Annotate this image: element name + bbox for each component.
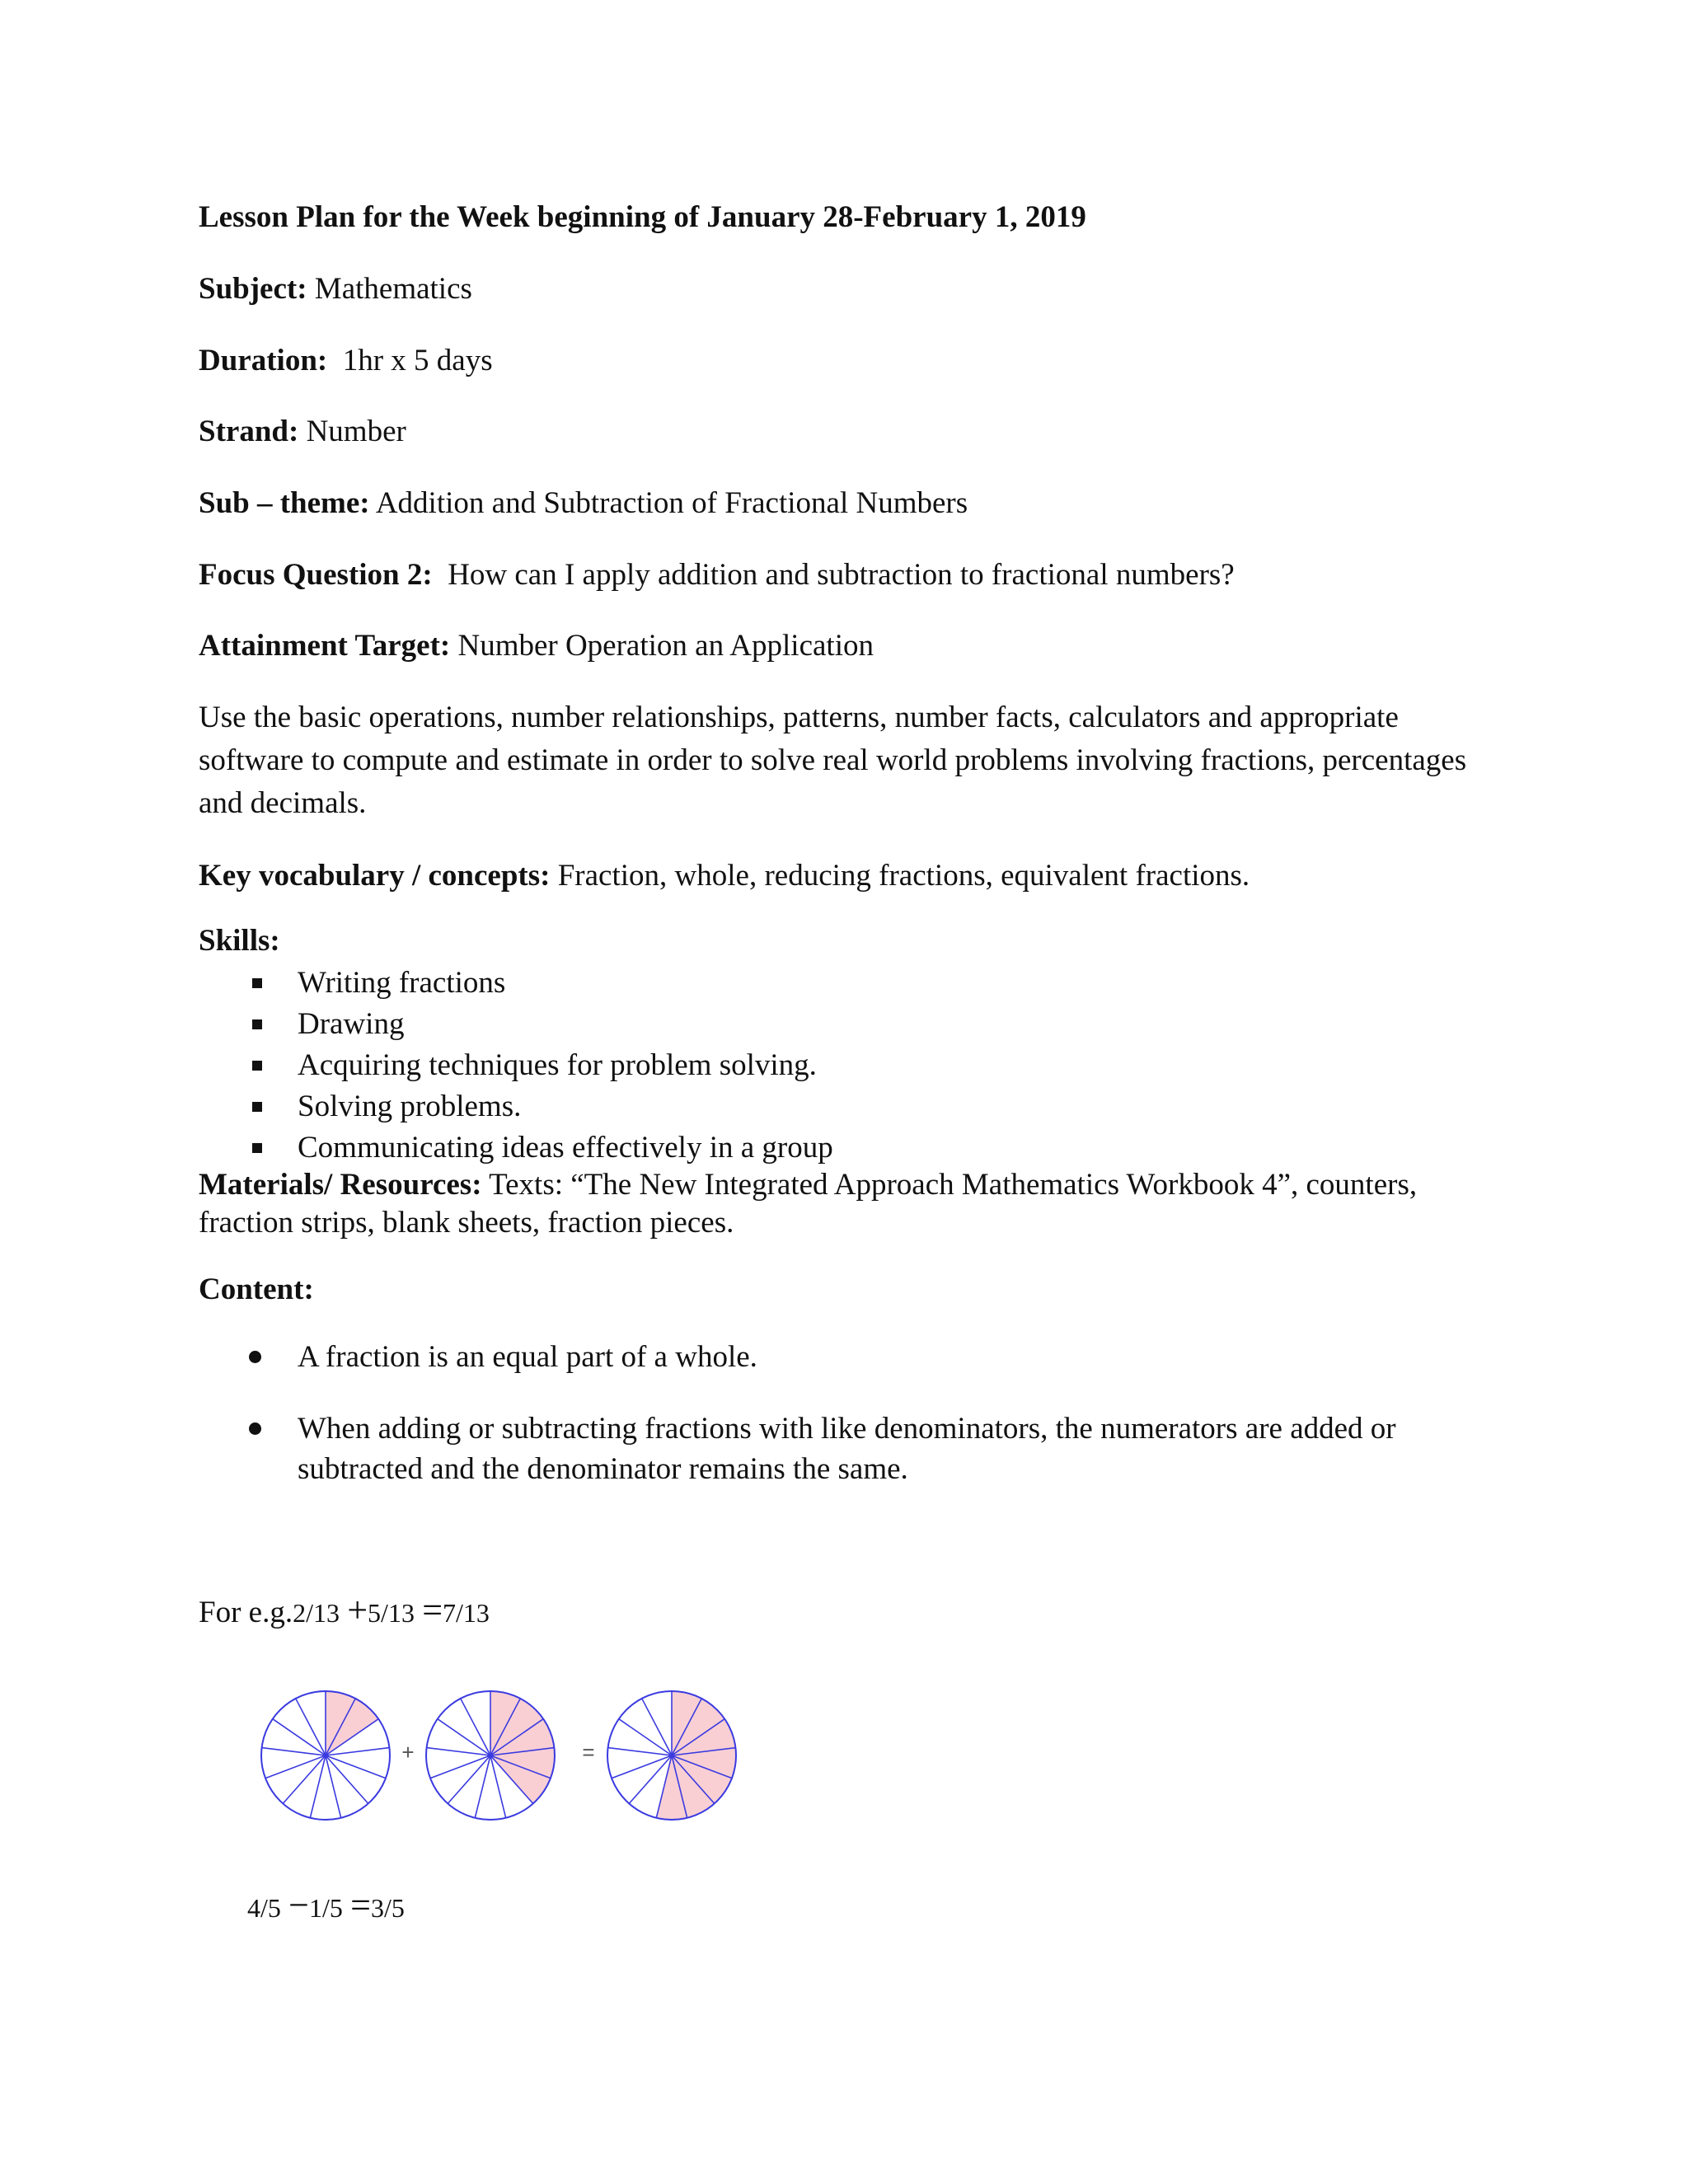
strand-line <box>199 410 406 453</box>
list-item: When adding or subtracting fractions with like denominators, the numerators are added or subtracted and the denominator remains the same. <box>199 1408 1493 1489</box>
strand-value: Number <box>298 415 406 448</box>
materials-label: Materials/ Resources: <box>199 1168 482 1202</box>
fraction-result: 3/5 <box>370 1893 405 1923</box>
lesson-plan-title: Lesson Plan for the Week beginning of January 28-February 1, 2019 <box>199 200 1086 234</box>
fraction-result: 7/13 <box>443 1598 490 1628</box>
segment-divider <box>642 1699 672 1755</box>
segment-divider <box>265 1755 326 1779</box>
segment-divider <box>461 1699 490 1755</box>
list-item: A fraction is an equal part of a whole. <box>199 1337 1493 1377</box>
focus-question-line <box>199 554 1235 597</box>
diagram-equals-sign: = <box>582 1740 595 1765</box>
segment-divider <box>430 1755 490 1779</box>
fraction-a: 4/5 <box>247 1893 281 1923</box>
duration-label: Duration: <box>199 344 328 377</box>
key-vocabulary-label: Key vocabulary / concepts: <box>199 859 551 893</box>
key-vocabulary-line <box>199 855 1250 898</box>
attainment-target-label: Attainment Target: <box>199 629 451 663</box>
focus-question-value: How can I apply addition and subtraction to fractional numbers? <box>432 558 1235 592</box>
list-item: Writing fractions <box>199 963 833 1004</box>
key-vocabulary-value: Fraction, whole, reducing fractions, equivalent fractions. <box>550 859 1250 893</box>
equals-operator: = <box>350 1885 371 1925</box>
fraction-a: 2/13 <box>293 1598 340 1628</box>
segment-divider <box>326 1755 386 1779</box>
fraction-circle-5-13 <box>426 1691 555 1820</box>
sub-theme-line <box>199 482 968 525</box>
list-item: Solving problems. <box>199 1086 833 1127</box>
content-list <box>199 1337 1493 1489</box>
duration-line <box>199 340 493 382</box>
attainment-description: Use the basic operations, number relationships, patterns, number facts, calculators and appropriate software to compute and estimate in order to solve real world problems involving fractions, percentages and decimals. <box>199 701 1467 820</box>
sub-theme-label: Sub – theme: <box>199 486 370 520</box>
example-subtraction <box>247 1884 405 1929</box>
skills-list <box>199 963 833 1169</box>
fraction-b: 5/13 <box>368 1598 415 1628</box>
focus-question-label: Focus Question 2: <box>199 558 433 592</box>
example-addition <box>199 1589 490 1634</box>
skills-heading: Skills: <box>199 924 280 958</box>
subject-line <box>199 268 472 311</box>
segment-divider <box>612 1755 672 1779</box>
subject-label: Subject: <box>199 272 307 306</box>
subject-value: Mathematics <box>307 272 472 306</box>
equals-operator: = <box>422 1590 443 1630</box>
duration-value: 1hr x 5 days <box>327 344 493 377</box>
diagram-plus-sign: + <box>401 1740 415 1765</box>
segment-divider <box>296 1699 326 1755</box>
materials-value: Texts: “The New Integrated Approach Mathematics Workbook 4”, counters, fraction strips, blank sheets, fraction pieces. <box>199 1168 1418 1240</box>
fraction-b: 1/5 <box>308 1893 343 1923</box>
content-heading: Content: <box>199 1272 314 1306</box>
list-item: Acquiring techniques for problem solving. <box>199 1045 833 1086</box>
strand-label: Strand: <box>199 415 299 448</box>
attainment-target-line <box>199 625 874 668</box>
list-item: Drawing <box>199 1004 833 1045</box>
attainment-target-value: Number Operation an Application <box>450 629 874 663</box>
sub-theme-value: Addition and Subtraction of Fractional Numbers <box>369 486 968 520</box>
minus-operator: − <box>288 1885 309 1925</box>
list-item: Communicating ideas effectively in a group <box>199 1127 833 1169</box>
fraction-circle-7-13 <box>607 1691 736 1820</box>
materials-line <box>199 1166 1451 1242</box>
fraction-circles-diagram <box>247 1673 775 1838</box>
fraction-circle-2-13 <box>261 1691 390 1820</box>
plus-operator: + <box>347 1590 368 1630</box>
example-prefix: For e.g. <box>199 1596 293 1629</box>
